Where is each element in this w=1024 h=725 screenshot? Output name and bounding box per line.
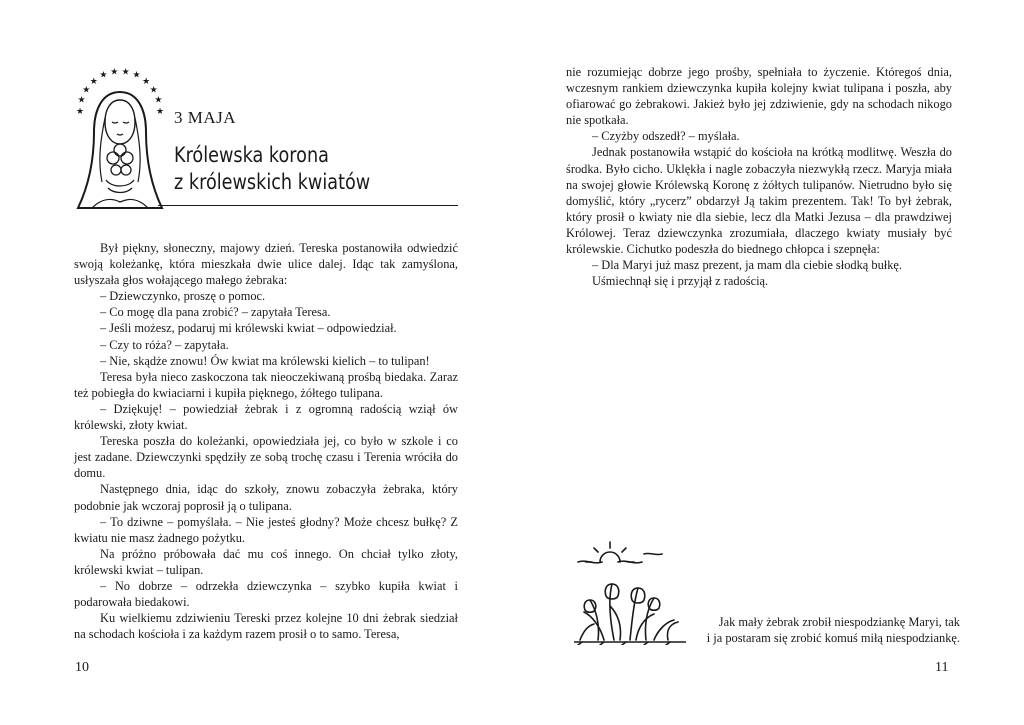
paragraph: nie rozumiejąc dobrze jego prośby, spełniała to życzenie. Któregoś dnia, wczesnym rankiem dziewczynka kupiła kolejny kwiat tulipana i poszła, aby ofiarować go żebrakowi. Jakież było jej zdziwienie, gdy na schodach nikogo nie spotkała. bbox=[566, 65, 952, 128]
star-icon: ★ bbox=[121, 67, 130, 78]
star-icon: ★ bbox=[89, 76, 98, 87]
star-icon: ★ bbox=[99, 70, 108, 81]
right-page bbox=[512, 0, 1024, 725]
paragraph: – Dziewczynko, proszę o pomoc. bbox=[100, 289, 266, 304]
left-page-body bbox=[74, 240, 458, 642]
paragraph: – Nie, skądże znowu! Ów kwiat ma królewski kielich – to tulipan! bbox=[100, 353, 430, 368]
chapter-header bbox=[72, 62, 458, 210]
star-icon: ★ bbox=[75, 107, 85, 117]
chapter-title-line: z królewskich kwiatów bbox=[174, 170, 371, 194]
paragraph: Był piękny, słoneczny, majowy dzień. Tereska postanowiła odwiedzić swoją koleżankę, która mieszkała dwie ulice dalej. Idąc tak zamyślona, usłyszała głos wołającego małego żebraka: bbox=[74, 241, 458, 288]
closing-resolution bbox=[662, 614, 960, 646]
chapter-title-line: Królewska korona bbox=[174, 143, 329, 167]
paragraph: – Dziękuję! – powiedział żebrak i z ogromną radością wziął ów królewski, złoty kwiat. bbox=[74, 401, 458, 433]
page-number: 11 bbox=[935, 660, 949, 675]
paragraph: Ku wielkiemu zdziwieniu Tereski przez kolejne 10 dni żebrak siedział na schodach kościoła i za każdym razem prosił o to samo. Teresa, bbox=[74, 611, 458, 642]
right-page-body bbox=[566, 64, 952, 289]
title-divider bbox=[158, 205, 458, 206]
star-icon: ★ bbox=[82, 85, 91, 96]
star-icon: ★ bbox=[77, 95, 86, 106]
paragraph: – Czy to róża? – zapytała. bbox=[100, 337, 229, 352]
paragraph: Tereska poszła do koleżanki, opowiedziała jej, co było w szkole i co jest zadane. Dziewczynki spędziły ze sobą trochę czasu i Terenia wróciła do domu. bbox=[74, 434, 458, 481]
star-icon: ★ bbox=[132, 70, 141, 81]
page-number: 10 bbox=[75, 660, 89, 675]
paragraph: – Dla Maryi już masz prezent, ja mam dla ciebie słodką bułkę. bbox=[592, 258, 903, 273]
star-icon: ★ bbox=[155, 107, 165, 117]
star-icon: ★ bbox=[110, 67, 119, 78]
paragraph: Teresa była nieco zaskoczona tak nieoczekiwaną prośbą biedaka. Zaraz też pobiegła do kwiaciarni i kupiła pięknego, żółtego tulipana. bbox=[74, 369, 458, 400]
paragraph: – Jeśli możesz, podaruj mi królewski kwiat – odpowiedział. bbox=[100, 321, 397, 336]
paragraph: – Co mogę dla pana zrobić? – zapytała Teresa. bbox=[100, 305, 331, 320]
paragraph: Jednak postanowiła wstąpić do kościoła na krótką modlitwę. Weszła do środka. Było cicho. Uklękła i nagle zobaczyła niezwykłą rzecz. Maryja miała na swojej głowie Królewską Koronę z żółtych tulipanów. Nietrudno było się domyślić, który „rycerz” obdarzył Ją takim prezentem. Tak! To był żebrak, który prosił o kwiaty nie dla siebie, lecz dla Matki Jezusa – dla prawdziwej Królowej. Teraz dziewczynka zrozumiała, dlaczego kwiaty musiały być królewskie. Cichutko podeszła do biednego chłopca i szepnęła: bbox=[566, 145, 952, 257]
chapter-title bbox=[174, 142, 451, 196]
caption-line: i ja postaram się zrobić komuś miłą niespodziankę. bbox=[706, 631, 960, 646]
caption-line: Jak mały żebrak zrobił niespodziankę Maryi, tak bbox=[718, 615, 960, 629]
paragraph: – No dobrze – odrzekła dziewczynka – szybko kupiła kwiat i podarowała biedakowi. bbox=[74, 578, 458, 610]
chapter-date: 3 MAJA bbox=[174, 108, 237, 127]
paragraph: Następnego dnia, idąc do szkoły, znowu zobaczyła żebraka, który podobnie jak wczoraj poprosił ją o tulipana. bbox=[74, 482, 458, 513]
star-icon: ★ bbox=[154, 95, 163, 106]
paragraph: Na próżno próbowała dać mu coś innego. On chciał tylko złoty, królewski kwiat – tulipan. bbox=[74, 546, 458, 577]
paragraph: – Czyżby odszedł? – myślała. bbox=[592, 129, 740, 144]
star-icon: ★ bbox=[149, 85, 158, 96]
mary-with-star-crown-icon bbox=[72, 62, 168, 210]
paragraph: – To dziwne – pomyślała. – Nie jesteś głodny? Może chcesz bułkę? Z kwiatu nie masz żadnego pożytku. bbox=[74, 514, 458, 545]
paragraph: Uśmiechnął się i przyjął z radością. bbox=[592, 274, 769, 289]
star-icon: ★ bbox=[142, 76, 151, 87]
